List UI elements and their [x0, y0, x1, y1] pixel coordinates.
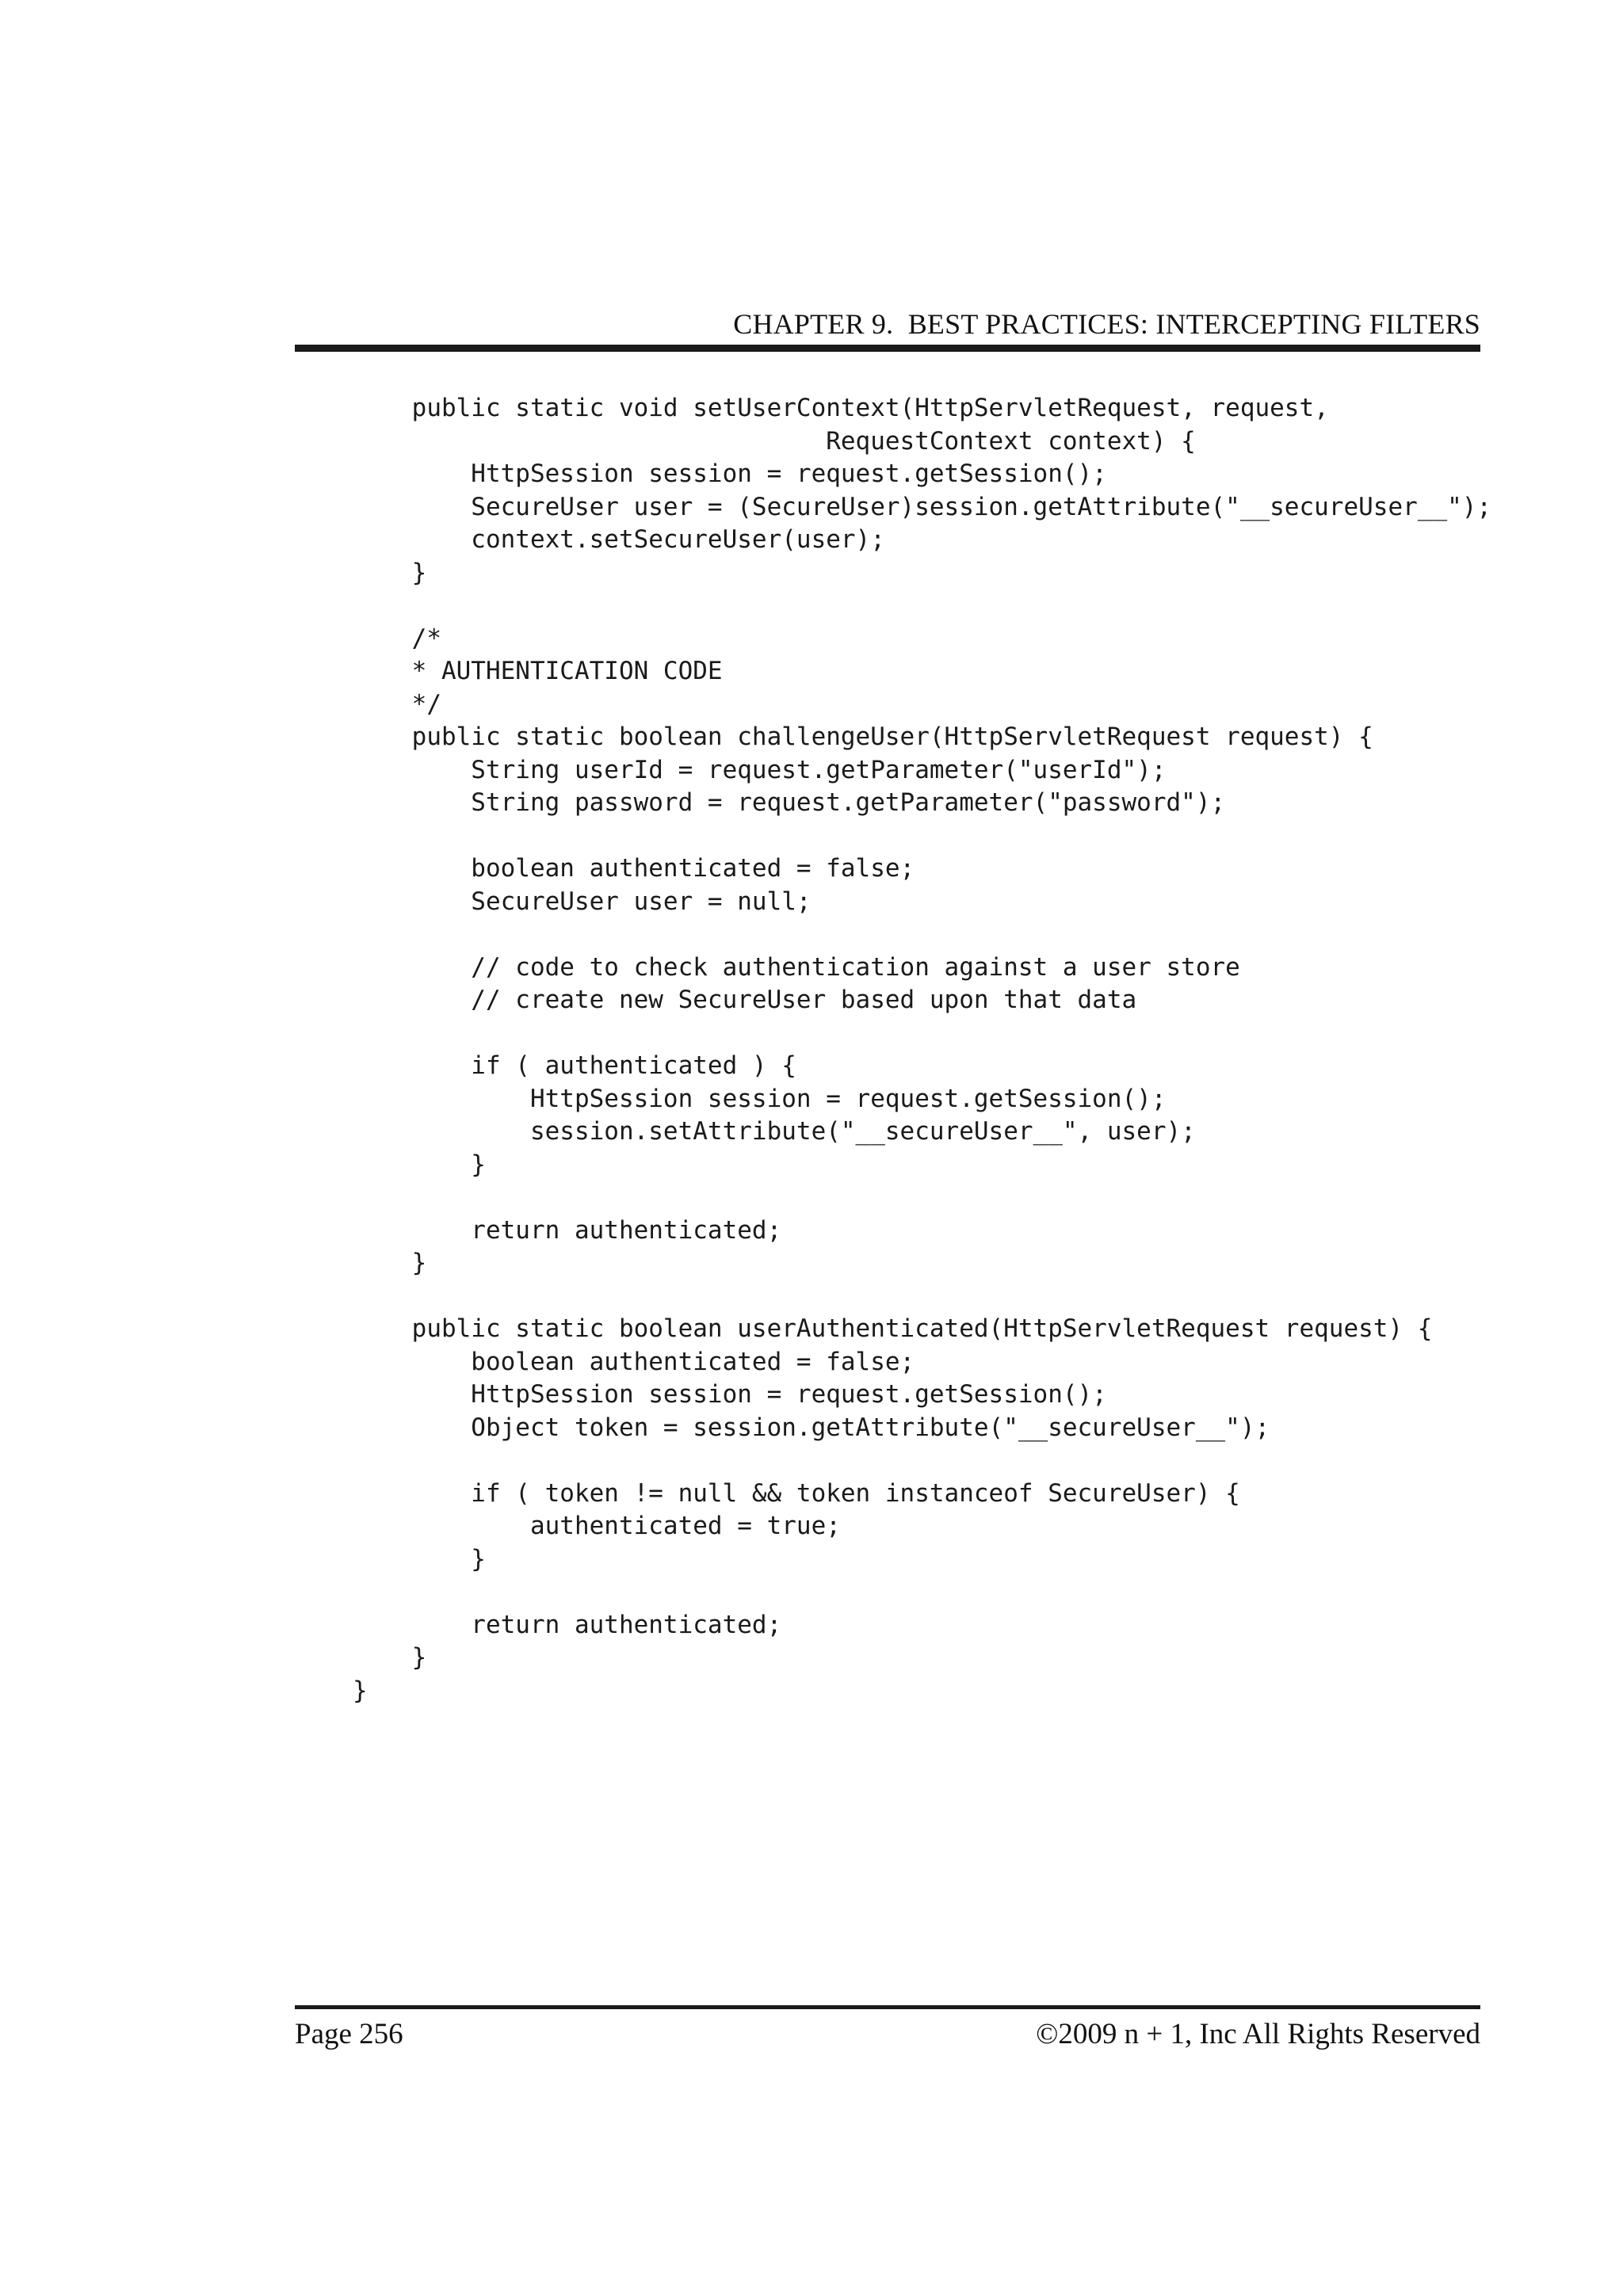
code-line: SecureUser user = null; [353, 887, 812, 916]
code-line [353, 1017, 1491, 1051]
code-line [353, 1181, 1491, 1215]
code-line: } [353, 1249, 427, 1277]
code-line: } [353, 558, 427, 587]
code-line [353, 589, 1491, 623]
code-line: public static boolean challengeUser(HttpServletRequest request) { [353, 723, 1373, 751]
code-line: // create new SecureUser based upon that data [353, 986, 1137, 1014]
code-line [353, 820, 1491, 853]
code-line: // code to check authentication against a user store [353, 952, 1240, 982]
code-line [353, 1576, 1491, 1609]
code-line: String password = request.getParameter("password"); [353, 788, 1226, 817]
code-line: */ [353, 689, 441, 719]
code-line: HttpSession session = request.getSession(); [353, 1380, 1107, 1409]
code-line: RequestContext context) { [353, 426, 1196, 456]
code-line: authenticated = true; [353, 1512, 841, 1540]
code-line: return authenticated; [353, 1215, 782, 1245]
code-line [353, 1280, 1491, 1314]
code-listing [353, 392, 1491, 1707]
code-line: } [353, 1544, 486, 1573]
code-line: Object token = session.getAttribute("__secureUser__"); [353, 1413, 1270, 1442]
code-line: HttpSession session = request.getSession(); [353, 1084, 1167, 1113]
code-line: SecureUser user = (SecureUser)session.getAttribute("__secureUser__"); [353, 492, 1492, 521]
code-line: String userId = request.getParameter("userId"); [353, 755, 1167, 784]
code-line: } [353, 1676, 368, 1705]
code-line: public static boolean userAuthenticated(HttpServletRequest request) { [353, 1314, 1433, 1343]
footer-rule [295, 2005, 1480, 2009]
code-line: HttpSession session = request.getSession(); [353, 460, 1107, 488]
header-rule [295, 345, 1480, 352]
code-line: boolean authenticated = false; [353, 1347, 915, 1376]
code-line: /* [353, 624, 441, 653]
code-line: return authenticated; [353, 1610, 782, 1639]
code-line [353, 918, 1491, 952]
code-line: context.setSecureUser(user); [353, 525, 885, 554]
code-line: } [353, 1643, 427, 1672]
code-line: boolean authenticated = false; [353, 854, 915, 883]
code-line [353, 1444, 1491, 1478]
chapter-header: CHAPTER 9. BEST PRACTICES: INTERCEPTING FILTERS [733, 308, 1480, 340]
copyright-notice: ©2009 n + 1, Inc All Rights Reserved [1036, 2018, 1480, 2050]
code-line: session.setAttribute("__secureUser__", user); [353, 1117, 1196, 1146]
code-line: if ( authenticated ) { [353, 1051, 796, 1080]
code-line: } [353, 1150, 486, 1179]
code-line: if ( token != null && token instanceof SecureUser) { [353, 1478, 1240, 1508]
code-line: public static void setUserContext(HttpServletRequest, request, [353, 394, 1329, 422]
code-line: * AUTHENTICATION CODE [353, 657, 723, 685]
page-number: Page 256 [295, 2018, 403, 2050]
